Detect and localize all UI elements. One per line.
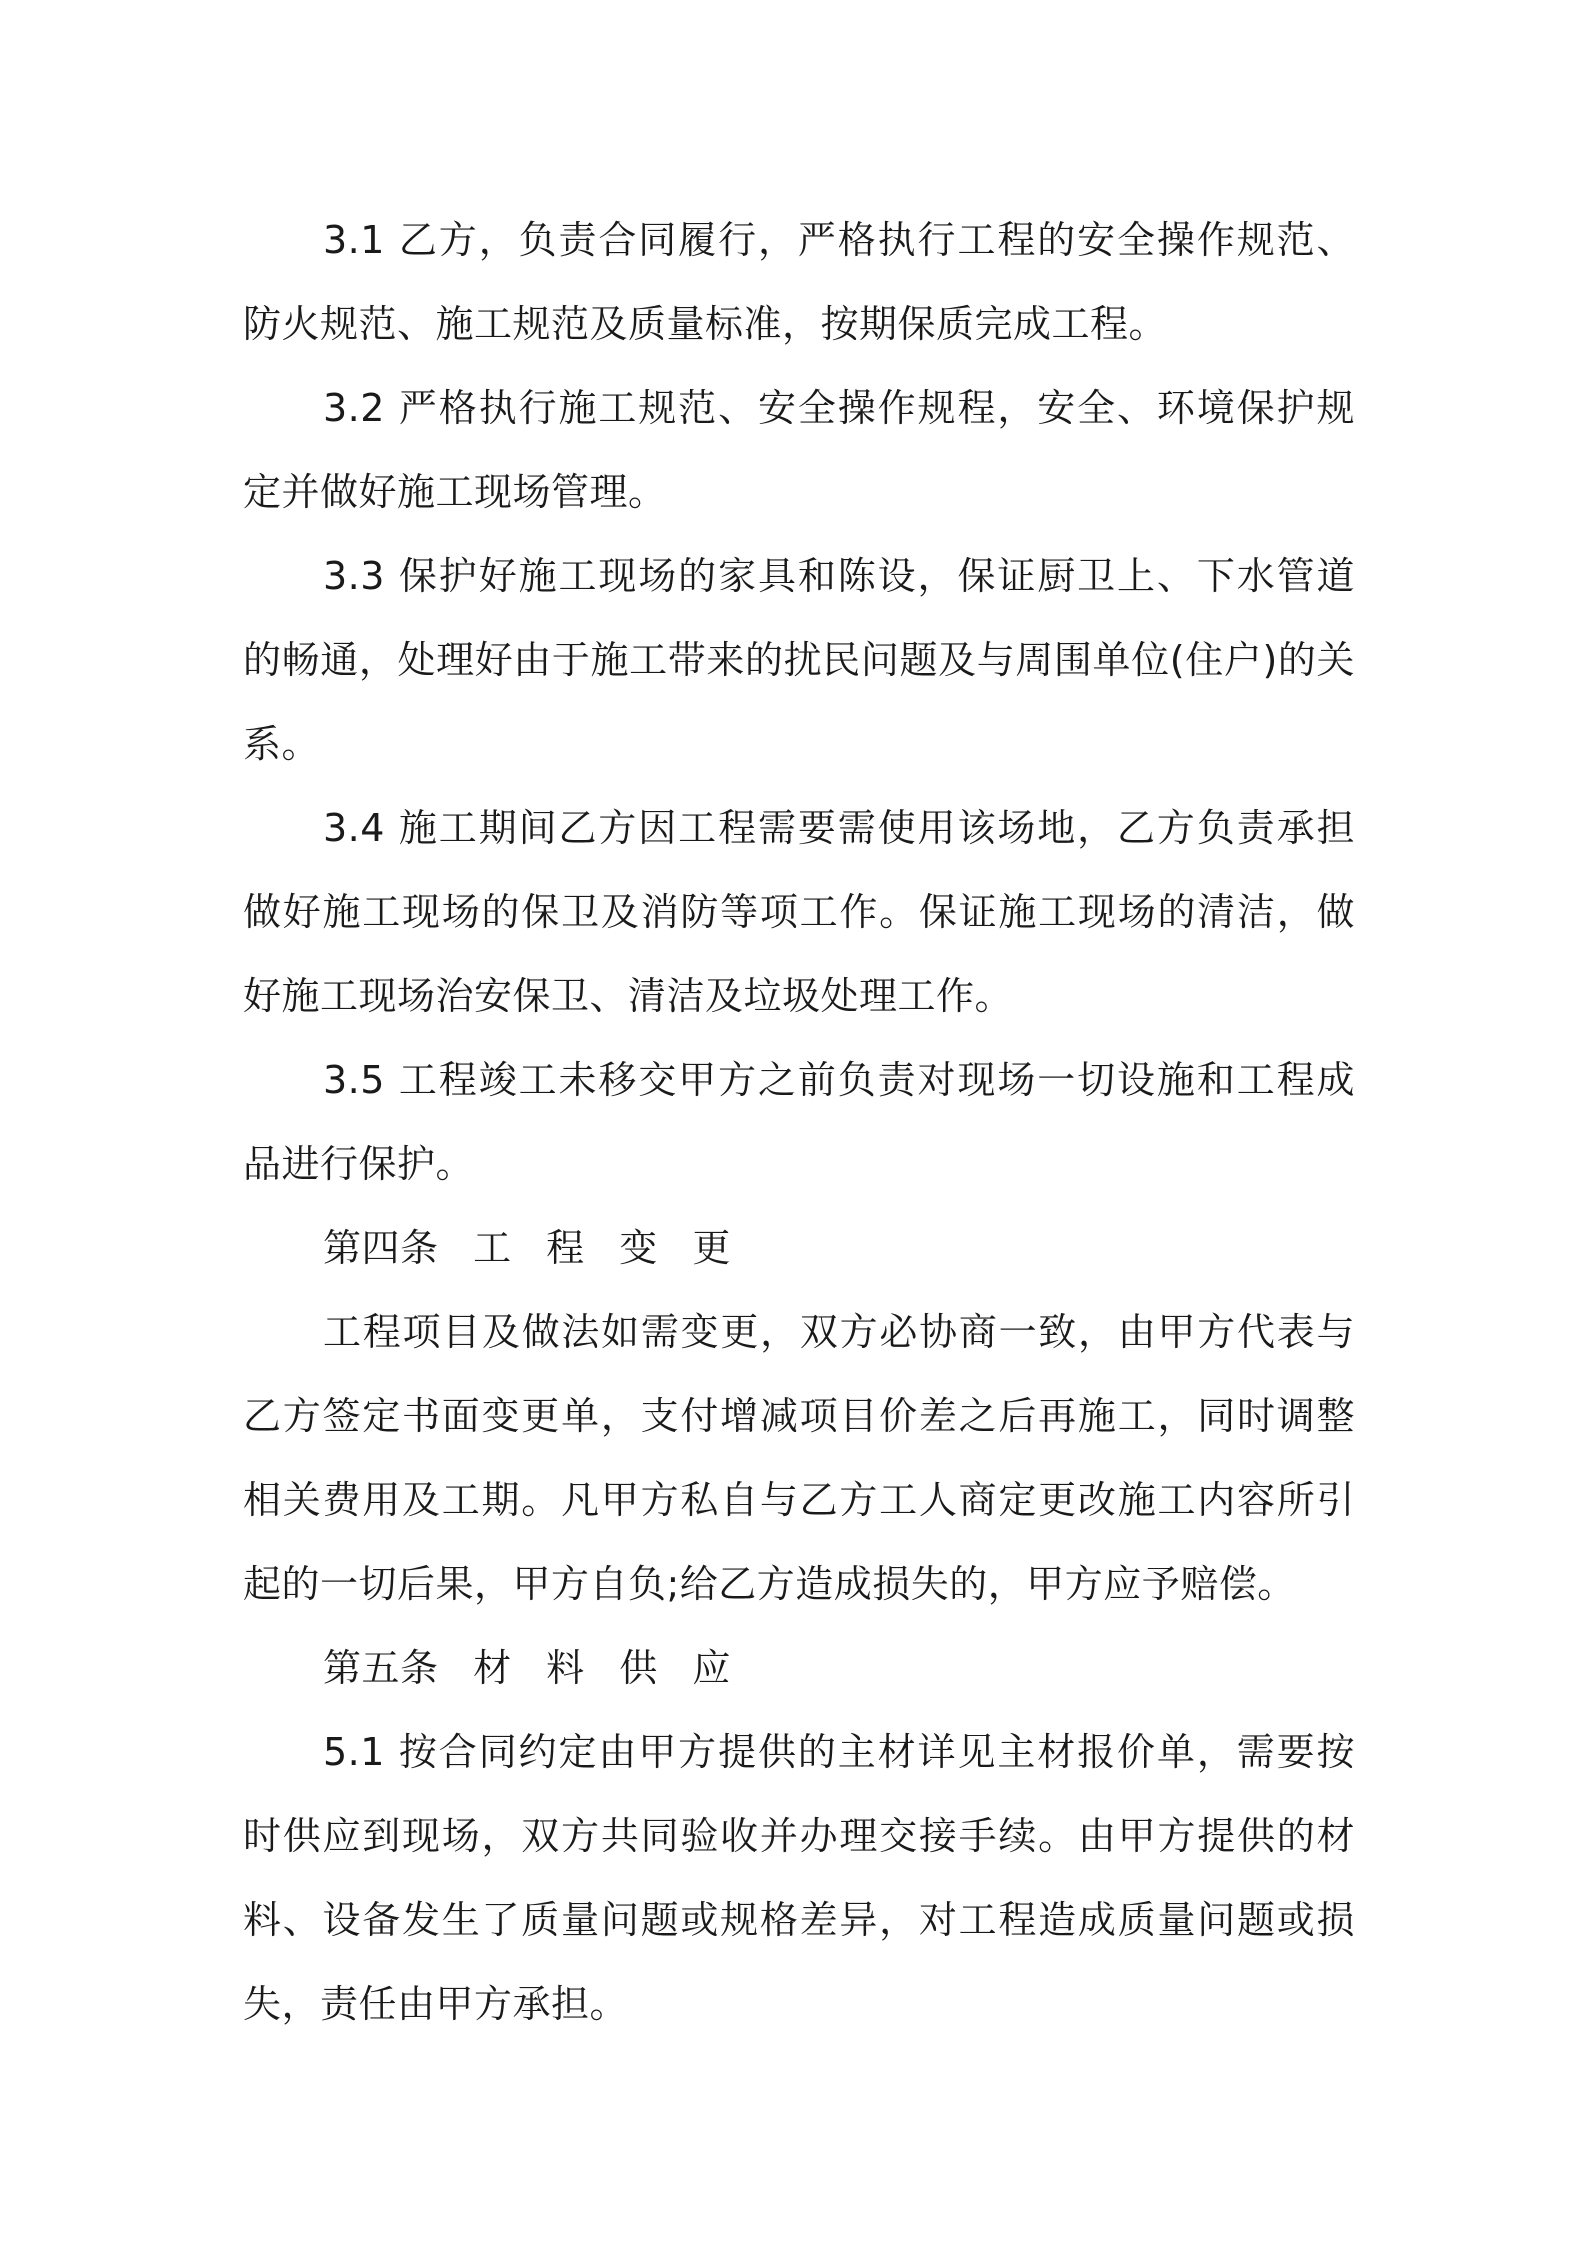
clause-3-3: 3.3 保护好施工现场的家具和陈设，保证厨卫上、下水管道的畅通，处理好由于施工带来的扰民问题及与周围单位(住户)的关系。 [243,554,1355,766]
document-body [243,198,1355,2046]
article-4-body: 工程项目及做法如需变更，双方必协商一致，由甲方代表与乙方签定书面变更单，支付增减项目价差之后再施工，同时调整相关费用及工期。凡甲方私自与乙方工人商定更改施工内容所引起的一切后果，甲方自负;给乙方造成损失的，甲方应予赔偿。 [243,1310,1355,1606]
clause-5-1: 5.1 按合同约定由甲方提供的主材详见主材报价单，需要按时供应到现场，双方共同验收并办理交接手续。由甲方提供的材料、设备发生了质量问题或规格差异，对工程造成质量问题或损失，责任由甲方承担。 [243,1730,1355,2026]
article-5-heading: 第五条 材 料 供 应 [323,1646,731,1690]
article-4-heading: 第四条 工 程 变 更 [323,1226,731,1270]
clause-3-1: 3.1 乙方，负责合同履行，严格执行工程的安全操作规范、防火规范、施工规范及质量标准，按期保质完成工程。 [243,218,1355,346]
clause-3-5: 3.5 工程竣工未移交甲方之前负责对现场一切设施和工程成品进行保护。 [243,1058,1355,1186]
clause-3-2: 3.2 严格执行施工规范、安全操作规程，安全、环境保护规定并做好施工现场管理。 [243,386,1355,514]
clause-3-4: 3.4 施工期间乙方因工程需要需使用该场地，乙方负责承担做好施工现场的保卫及消防等项工作。保证施工现场的清洁，做好施工现场治安保卫、清洁及垃圾处理工作。 [243,806,1355,1018]
